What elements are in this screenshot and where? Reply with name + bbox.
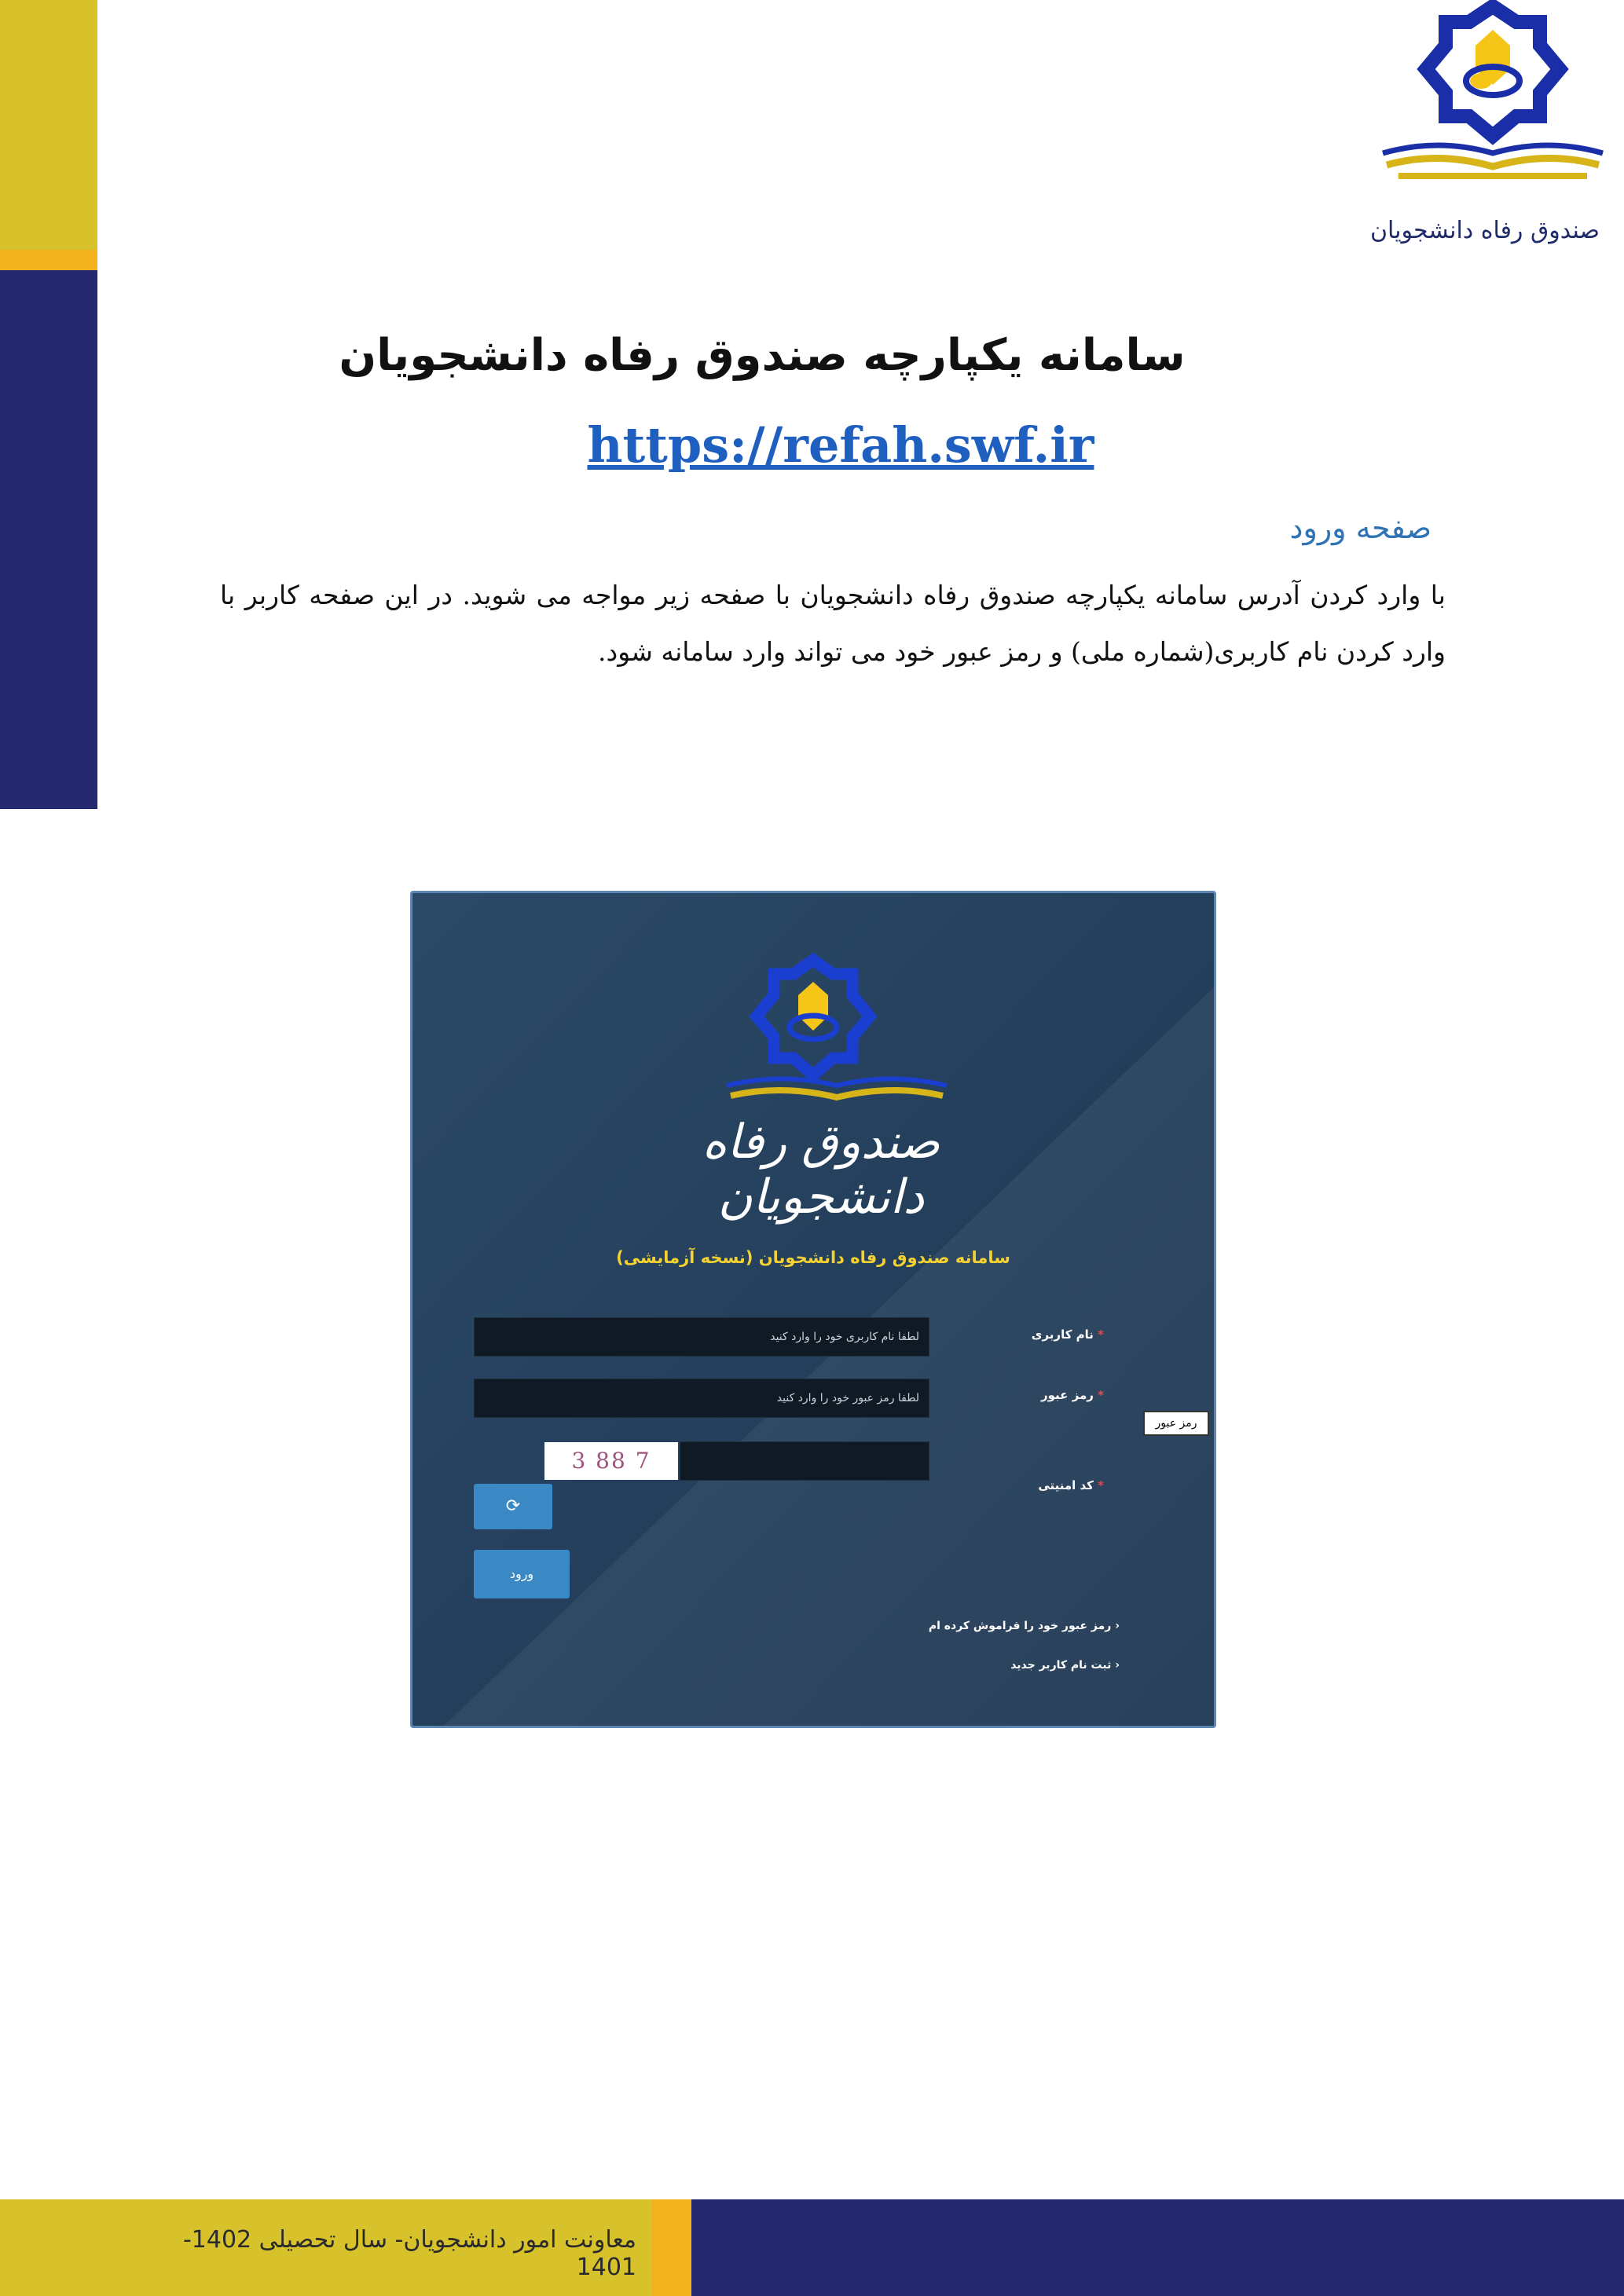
register-text: ثبت نام کاربر جدید	[1010, 1659, 1112, 1672]
logo-caption: صندوق رفاه دانشجویان	[1370, 217, 1600, 244]
captcha-image: 3 88 7	[544, 1442, 678, 1480]
footer-bar-orange	[652, 2199, 691, 2296]
page-title: سامانه یکپارچه صندوق رفاه دانشجویان	[339, 330, 1186, 381]
username-label-text: نام کاربری	[1031, 1327, 1094, 1342]
footer-text: معاونت امور دانشجویان- سال تحصیلی 1402-1401	[182, 2226, 636, 2281]
refresh-icon: ⟳	[505, 1496, 521, 1516]
left-bar-orange	[0, 250, 97, 270]
password-tooltip: رمز عبور	[1143, 1411, 1209, 1436]
swf-logo-icon	[1367, 0, 1619, 189]
section-heading: صفحه ورود	[1289, 511, 1432, 545]
screenshot-background	[412, 893, 1214, 1726]
refresh-captcha-button[interactable]	[474, 1484, 552, 1529]
username-label	[1010, 1327, 1104, 1342]
footer-bar-navy	[691, 2199, 1624, 2296]
required-mark: *	[1098, 1388, 1104, 1402]
captcha-label	[1010, 1478, 1104, 1492]
password-input[interactable]: لطفا رمز عبور خود را وارد کنید	[474, 1379, 929, 1418]
intro-paragraph: با وارد کردن آدرس سامانه یکپارچه صندوق رفاه دانشجویان با صفحه زیر مواجه می شوید. در این صفحه کاربر با وارد کردن نام کاربری(شماره ملی) و رمز عبور خود می تواند وارد سامانه شود.	[220, 580, 1446, 667]
login-screenshot	[410, 891, 1216, 1728]
register-link[interactable]	[821, 1659, 1120, 1672]
forgot-password-link[interactable]	[821, 1620, 1120, 1632]
screenshot-logo-text: صندوق رفاه دانشجویان	[702, 1115, 940, 1225]
password-label	[1010, 1388, 1104, 1402]
captcha-input[interactable]	[680, 1441, 929, 1481]
required-mark: *	[1098, 1478, 1104, 1492]
chevron-icon: ‹	[1115, 1620, 1120, 1632]
captcha-label-text: کد امنیتی	[1038, 1478, 1094, 1492]
left-bar-gold	[0, 0, 97, 250]
forgot-password-text: رمز عبور خود را فراموش کرده ام	[928, 1620, 1112, 1632]
left-bar-navy	[0, 270, 97, 809]
required-mark: *	[1098, 1327, 1104, 1342]
chevron-icon: ‹	[1115, 1659, 1120, 1672]
system-url-link[interactable]: https://refah.swf.ir	[587, 416, 1094, 474]
system-title: سامانه صندوق رفاه دانشجویان (نسخه آزمایشی)	[616, 1248, 1010, 1267]
username-input[interactable]: لطفا نام کاربری خود را وارد کنید	[474, 1317, 929, 1357]
login-button[interactable]: ورود	[474, 1550, 570, 1598]
password-label-text: رمز عبور	[1041, 1388, 1094, 1402]
